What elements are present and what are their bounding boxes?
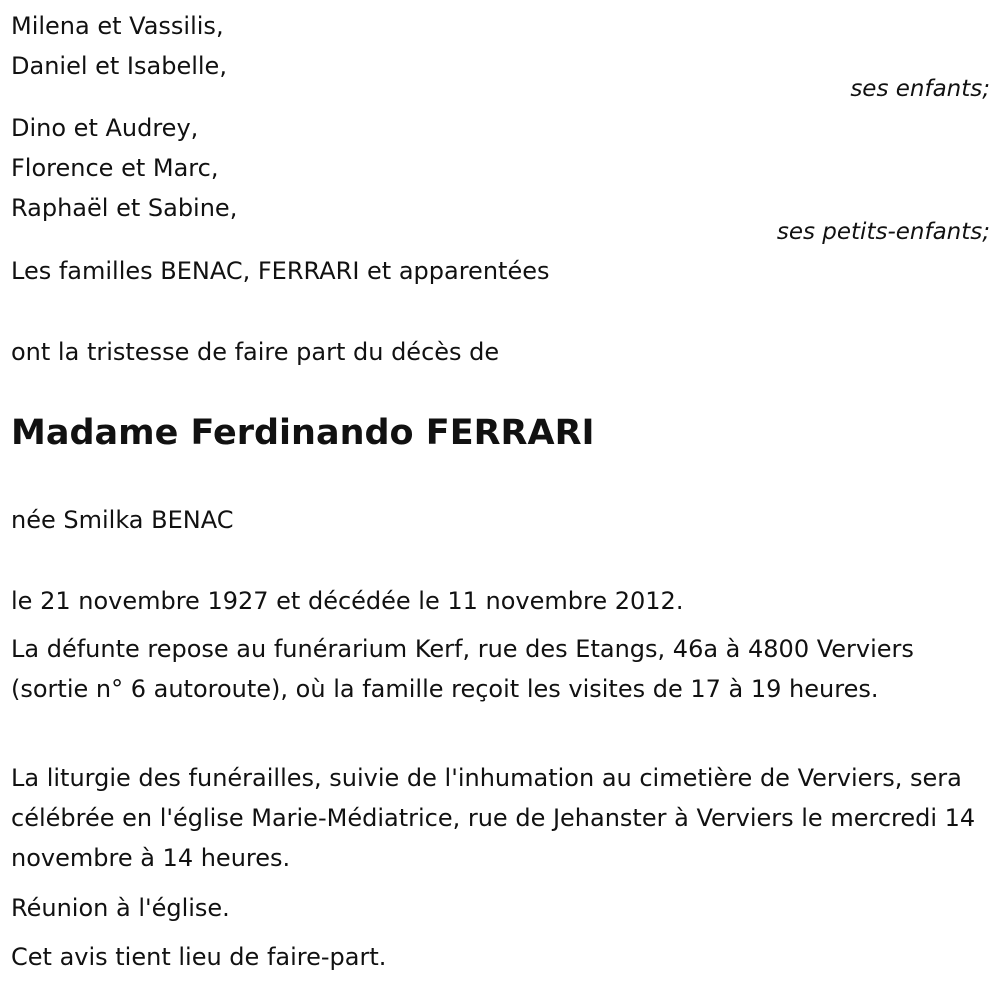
grandchildren-role-label: ses petits-enfants; [776, 219, 990, 245]
grandchild-couple-3: Raphaël et Sabine, [11, 194, 238, 222]
life-dates: le 21 novembre 1927 et décédée le 11 novembre 2012. [11, 587, 684, 615]
child-couple-2: Daniel et Isabelle, [11, 52, 227, 80]
child-couple-1: Milena et Vassilis, [11, 12, 224, 40]
children-role-label: ses enfants; [850, 76, 990, 102]
meeting-line: Réunion à l'église. [11, 894, 230, 922]
families-line: Les familles BENAC, FERRARI et apparentées [11, 257, 550, 285]
notice-line: Cet avis tient lieu de faire-part. [11, 943, 387, 971]
birth-name: née Smilka BENAC [11, 506, 234, 534]
repose-paragraph: La défunte repose au funérarium Kerf, rue des Etangs, 46a à 4800 Verviers (sortie n° 6 autoroute), où la famille reçoit les visites de 17 à 19 heures. [11, 635, 914, 703]
grandchild-couple-1: Dino et Audrey, [11, 114, 199, 142]
liturgy-paragraph: La liturgie des funérailles, suivie de l'inhumation au cimetière de Verviers, sera célébrée en l'église Marie-Médiatrice, rue de Jehanster à Verviers le mercredi 14 novembre à 14 heures. [11, 764, 976, 872]
grandchild-couple-2: Florence et Marc, [11, 154, 219, 182]
announcement-line: ont la tristesse de faire part du décès de [11, 338, 500, 366]
deceased-name: Madame Ferdinando FERRARI [11, 413, 595, 453]
